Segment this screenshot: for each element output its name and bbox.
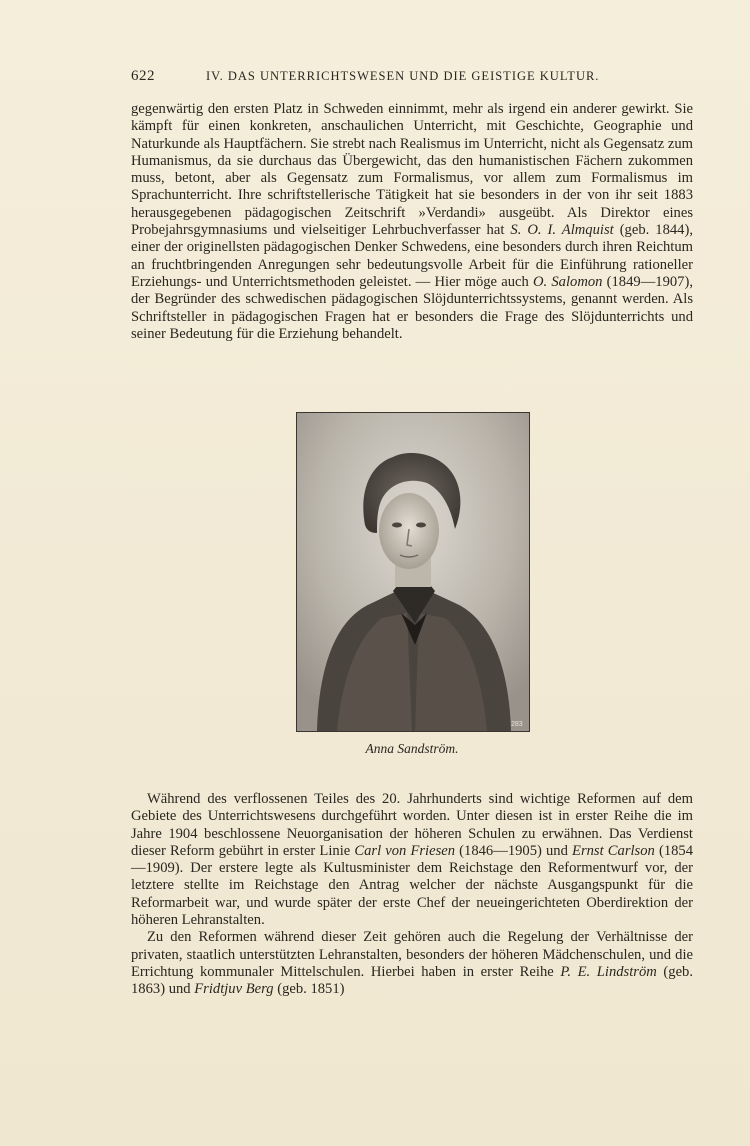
- text-run: (1849—1907), der Begründer des schwedischen pädagogischen Slöjdunterrichtssystems, genannt werden. Als Schriftsteller in pädagogischen Fragen hat er besonders die Frage des Slöjdunterrichts und seiner Bedeutung für die Erziehung behandelt.: [131, 273, 693, 342]
- person-name: Carl von Friesen: [354, 842, 456, 859]
- person-name: Ernst Carlson: [572, 842, 655, 859]
- body-text-bottom: [131, 791, 693, 999]
- body-text-top: [131, 101, 693, 343]
- text-run: (1854—1909). Der erstere legte als Kultusminister dem Reichstage den Reformentwurf vor, der letztere stellte im Reichstage den Antrag welcher der nächste Ausgangspunkt für die Reformarbeit war, und wurde später der erste Chef der neueingerichteten Oberdirektion der höheren Lehranstalten.: [131, 842, 694, 929]
- running-title: IV. DAS UNTERRICHTSWESEN UND DIE GEISTIGE KULTUR.: [206, 69, 600, 83]
- page-number: 622: [131, 68, 155, 84]
- paragraph: [131, 929, 693, 998]
- person-name: Fridtjuv Berg: [194, 981, 274, 998]
- figure-caption: Anna Sandström.: [365, 741, 459, 756]
- text-run: Während des verflossenen Teiles des 20. Jahrhunderts sind wichtige Reformen auf dem Gebiete des Unterrichtswesens durchgeführt worden. Unter diesen ist in erster Reihe die im Jahre 1904 beschlossene Neuorganisation der höheren Schulen zu erwähnen. Das Verdienst dieser Reform gebührt in erster Linie: [131, 791, 693, 859]
- plate-number: 283: [511, 721, 523, 728]
- text-run: (geb. 1851): [273, 981, 345, 998]
- person-name: O. Salomon: [532, 273, 603, 290]
- portrait-photo: [296, 412, 530, 732]
- paragraph: [131, 101, 693, 343]
- paragraph: [131, 791, 693, 929]
- text-run: (1846—1905) und: [455, 842, 573, 859]
- text-run: Zu den Reformen während dieser Zeit gehören auch die Regelung der Verhältnisse der privaten, staatlich unterstützten Lehranstalten, besonders der höheren Mädchenschulen, und die Errichtung kommunaler Mittelschulen. Hierbei haben in erster Reihe: [131, 929, 693, 980]
- portrait-illustration: [297, 413, 529, 731]
- text-run: (geb. 1844), einer der originellsten pädagogischen Denker Schwedens, eine besonders durch ihren Reichtum an fruchtbringenden Anregungen sehr bedeutungsvolle Arbeit für die Einführung rationeller Erziehungs- und Unterrichtsmethoden geleistet. — Hier möge auch: [131, 222, 693, 290]
- text-run: gegenwärtig den ersten Platz in Schweden einnimmt, mehr als irgend ein anderer gewirkt. Sie kämpft für einen konkreten, anschaulichen Unterricht, mit Geschichte, Geographie und Naturkunde als Hauptfächern. Sie strebt nach Realismus im Unterricht, nicht als Gegensatz zum Humanismus, da sie durchaus das Übergewicht, das den humanistischen Fächern zukommen muss, betont, aber als Gegensatz zum Formalismus, vor allem zum Formalismus im Sprachunterricht. Ihre schriftstellerische Tätigkeit hat sie besonders in der von ihr seit 1883 herausgegebenen pädagogischen Zeitschrift »Verdandi» ausgeübt. Als Direktor eines Probejahrsgymnasiums und vielseitiger Lehrbuchverfasser hat: [131, 101, 693, 239]
- person-name: P. E. Lindström: [560, 963, 657, 980]
- text-run: (geb. 1863) und: [131, 963, 693, 998]
- person-name: S. O. I. Almquist: [510, 222, 614, 239]
